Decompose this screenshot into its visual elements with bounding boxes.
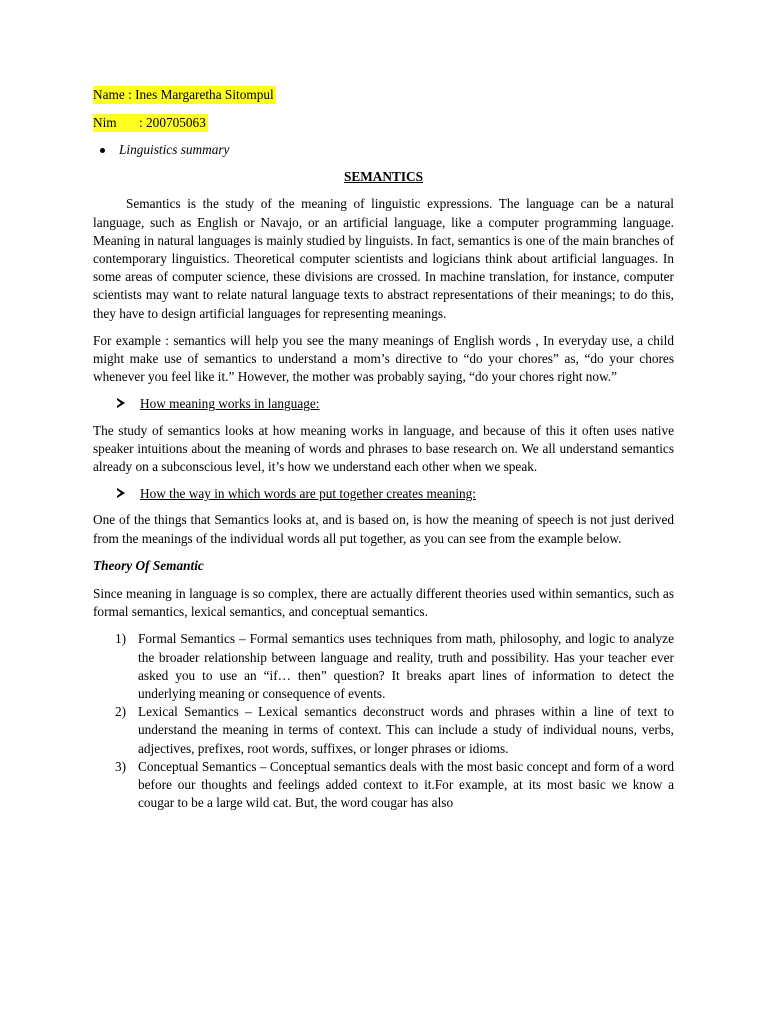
arrow-item-label: How the way in which words are put together creates meaning: bbox=[140, 486, 477, 502]
arrow-item-put-together bbox=[140, 485, 674, 503]
bullet-dot-icon bbox=[100, 148, 105, 153]
list-item bbox=[93, 703, 674, 758]
arrow-bullet-icon bbox=[117, 398, 125, 408]
student-name-line bbox=[93, 86, 674, 104]
list-item bbox=[93, 758, 674, 813]
bullet-text: Linguistics summary bbox=[119, 142, 230, 157]
put-together-paragraph: One of the things that Semantics looks at, and is based on, is how the meaning of speech is not just derived from the meanings of the individual words all put together, as you can see from the example below. bbox=[93, 512, 674, 546]
arrow-bullet-icon bbox=[117, 488, 125, 498]
theory-list bbox=[93, 630, 674, 812]
list-item-text: Formal Semantics – Formal semantics uses techniques from math, philosophy, and logic to analyze the broader relationship between language and reality, truth and possibility. Has your teacher ever asked you to use an “if… then” question? It breaks apart lines of information to detect the underlying meaning or consequence of events. bbox=[138, 631, 674, 702]
document-title: SEMANTICS bbox=[343, 169, 424, 185]
theory-intro-paragraph: Since meaning in language is so complex, there are actually different theories used within semantics, such as formal semantics, lexical semantics, and conceptual semantics. bbox=[93, 586, 674, 620]
nim-value: : 200705063 bbox=[139, 115, 206, 130]
list-item-number: 1) bbox=[115, 631, 127, 647]
arrow-item-label: How meaning works in language: bbox=[140, 396, 320, 412]
bullet-item bbox=[115, 141, 674, 159]
list-item-number: 2) bbox=[115, 704, 127, 720]
student-nim-highlight bbox=[93, 114, 208, 132]
intro-paragraph: Semantics is the study of the meaning of linguistic expressions. The language can be a natural language, such as English or Navajo, or an artificial language, like a computer programming language. Meaning in natural languages is mainly studied by linguists. In fact, semantics is one of the main branches of contemporary linguistics. Theoretical computer scientists and logicians think about artificial languages. In some areas of computer science, these divisions are crossed. In machine translation, for instance, computer scientists may want to relate natural language texts to abstract representations of their meanings; to do this, they have to design artificial languages for representing meanings. bbox=[93, 196, 674, 321]
theory-subheading: Theory Of Semantic bbox=[93, 557, 204, 573]
nim-label: Nim bbox=[93, 115, 117, 130]
list-item bbox=[93, 630, 674, 703]
student-nim-line bbox=[93, 114, 674, 132]
list-item-text: Lexical Semantics – Lexical semantics deconstruct words and phrases within a line of text to understand the meaning in terms of context. This can include a study of individual nouns, verbs, adjectives, prefixes, root words, suffixes, or longer phrases or idioms. bbox=[138, 704, 674, 756]
meaning-works-paragraph: The study of semantics looks at how meaning works in language, and because of this it often uses native speaker intuitions about the meaning of words and phrases to base research on. We all understand semantics already on a subconscious level, it’s how we understand each other when we speak. bbox=[93, 422, 674, 475]
arrow-item-meaning-works bbox=[140, 395, 674, 413]
document-body bbox=[93, 86, 674, 813]
example-paragraph: For example : semantics will help you see the many meanings of English words , In everyday use, a child might make use of semantics to understand a mom’s directive to “do your chores” as, “do your chores whenever you feel like it.” However, the mother was probably saying, “do your chores right now.” bbox=[93, 332, 674, 385]
list-item-number: 3) bbox=[115, 758, 127, 774]
list-item-text: Conceptual Semantics – Conceptual semantics deals with the most basic concept and form of a word before our thoughts and feelings added context to it.For example, at its most basic we know a cougar to be a large wild cat. But, the word cougar has also bbox=[138, 758, 674, 811]
student-name: Name : Ines Margaretha Sitompul bbox=[93, 87, 274, 102]
